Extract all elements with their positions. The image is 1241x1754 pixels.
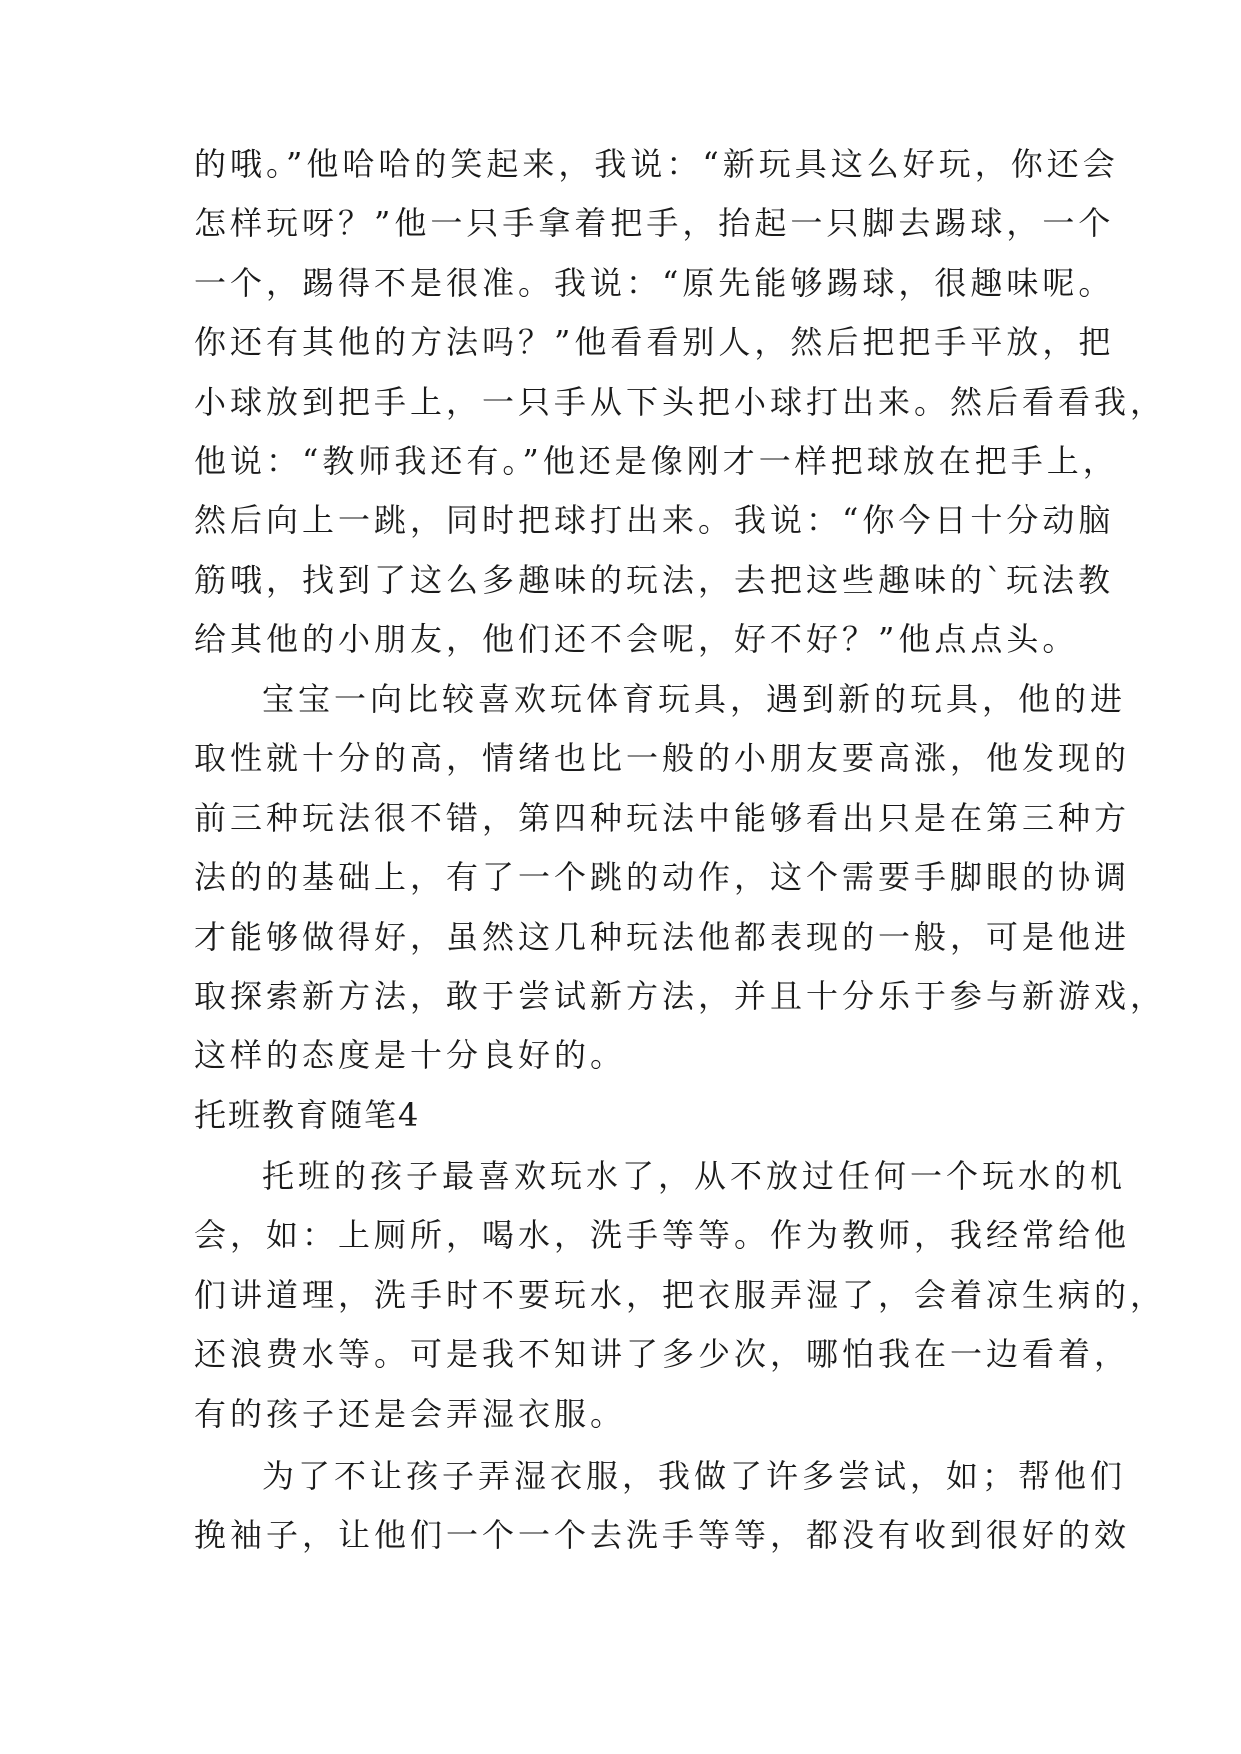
text-line: 然后向上一跳，同时把球打出来。我说：“你今日十分动脑 — [194, 501, 1115, 540]
text-line: 会，如：上厕所，喝水，洗手等等。作为教师，我经常给他 — [194, 1216, 1131, 1255]
text-line: 前三种玩法很不错，第四种玩法中能够看出只是在第三种方 — [194, 798, 1131, 837]
text-line: 一个，踢得不是很准。我说：“原先能够踢球，很趣味呢。 — [194, 263, 1115, 302]
text-line: 给其他的小朋友，他们还不会呢，好不好？”他点点头。 — [194, 620, 1079, 659]
text-line: 还浪费水等。可是我不知讲了多少次，哪怕我在一边看着， — [194, 1335, 1131, 1374]
paragraph-1 — [194, 135, 1167, 670]
text-line: 这样的态度是十分良好的。 — [194, 1036, 627, 1075]
text-line: 取性就十分的高，情绪也比一般的小朋友要高涨，他发现的 — [194, 739, 1131, 778]
text-line: 宝宝一向比较喜欢玩体育玩具，遇到新的玩具，他的进 — [262, 680, 1127, 718]
text-line: 你还有其他的方法吗？”他看看别人，然后把把手平放，把 — [194, 323, 1115, 362]
section-heading: 托班教育随笔4 — [194, 1096, 421, 1134]
text-line: 才能够做得好，虽然这几种玩法他都表现的一般，可是他进 — [194, 917, 1131, 956]
text-line: 小球放到把手上，一只手从下头把小球打出来。然后看看我， — [194, 382, 1167, 421]
paragraph-2 — [194, 670, 1167, 1086]
text-line: 挽袖子，让他们一个一个去洗手等等，都没有收到很好的效 — [194, 1516, 1131, 1555]
text-line: 有的孩子还是会弄湿衣服。 — [194, 1394, 627, 1433]
text-line: 的哦。”他哈哈的笑起来，我说：“新玩具这么好玩，你还会 — [194, 145, 1119, 183]
text-line: 法的的基础上，有了一个跳的动作，这个需要手脚眼的协调 — [194, 858, 1131, 897]
text-line: 为了不让孩子弄湿衣服，我做了许多尝试，如；帮他们 — [262, 1457, 1127, 1495]
section-heading-block — [194, 1086, 1054, 1145]
text-line: 怎样玩呀？”他一只手拿着把手，抬起一只脚去踢球，一个 — [194, 204, 1115, 243]
text-line: 他说：“教师我还有。”他还是像刚才一样把球放在把手上， — [194, 441, 1119, 480]
paragraph-3 — [194, 1147, 1167, 1444]
text-line: 筋哦，找到了这么多趣味的玩法，去把这些趣味的`玩法教 — [194, 560, 1115, 599]
text-line: 们讲道理，洗手时不要玩水，把衣服弄湿了，会着凉生病的， — [194, 1275, 1167, 1314]
text-line: 取探索新方法，敢于尝试新方法，并且十分乐于参与新游戏， — [194, 976, 1167, 1015]
paragraph-4 — [194, 1447, 1131, 1566]
text-line: 托班的孩子最喜欢玩水了，从不放过任何一个玩水的机 — [262, 1157, 1127, 1195]
